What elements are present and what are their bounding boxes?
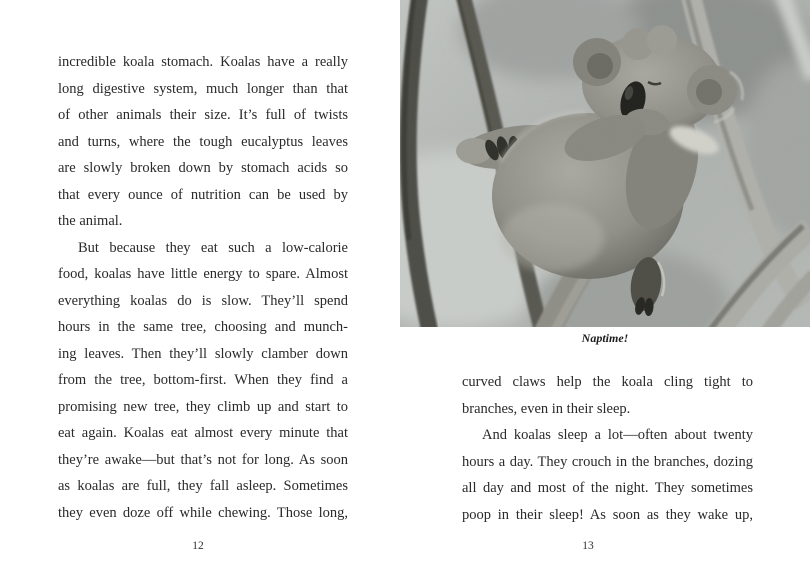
text-line: and turns, where the tough eucalyptus leaves bbox=[58, 133, 348, 150]
body-text-left bbox=[58, 49, 348, 526]
page-number-left: 12 bbox=[192, 540, 204, 552]
text-line: food, koalas have little energy to spare. Almost bbox=[58, 266, 348, 282]
text-line: poop in their sleep! As soon as they wake up, bbox=[462, 506, 753, 523]
text-line: they’re awake—but that’s not for long. As soon bbox=[58, 451, 348, 468]
text-line: the animal. bbox=[58, 213, 123, 229]
text-line: all day and most of the night. They sometimes bbox=[462, 480, 753, 496]
text-line: they even doze off while chewing. Those long, bbox=[58, 504, 348, 521]
page-right bbox=[405, 0, 810, 581]
text-line: are slowly broken down by stomach acids so bbox=[58, 160, 348, 176]
text-line: hours in the same tree, choosing and munch- bbox=[58, 319, 348, 335]
text-line: everything koalas do is slow. They’ll spend bbox=[58, 292, 348, 309]
photo-caption: Naptime! bbox=[581, 331, 629, 345]
text-line: of other animals their size. It’s full of twists bbox=[58, 107, 348, 123]
text-line: incredible koala stomach. Koalas have a really bbox=[58, 54, 348, 70]
text-line: ing leaves. Then they’ll slowly clamber down bbox=[58, 345, 348, 362]
text-line: from the tree, bottom-first. When they find a bbox=[58, 372, 348, 388]
koala-photo bbox=[400, 0, 810, 327]
text-line: eat again. Koalas eat almost every minute that bbox=[58, 425, 348, 441]
body-text-right bbox=[462, 369, 753, 528]
text-line: promising new tree, they climb up and start to bbox=[58, 398, 348, 415]
text-line: long digestive system, much longer than that bbox=[58, 80, 348, 97]
text-line: that every ounce of nutrition can be used by bbox=[58, 186, 348, 203]
text-line: And koalas sleep a lot—often about twenty bbox=[482, 427, 753, 443]
text-line: But because they eat such a low-calorie bbox=[78, 239, 348, 256]
text-line: curved claws help the koala cling tight to bbox=[462, 374, 753, 390]
text-line: hours a day. They crouch in the branches, dozing bbox=[462, 453, 753, 470]
page-number-right: 13 bbox=[582, 540, 594, 552]
text-line: branches, even in their sleep. bbox=[462, 400, 631, 417]
text-line: as koalas are full, they fall asleep. Sometimes bbox=[58, 478, 348, 494]
